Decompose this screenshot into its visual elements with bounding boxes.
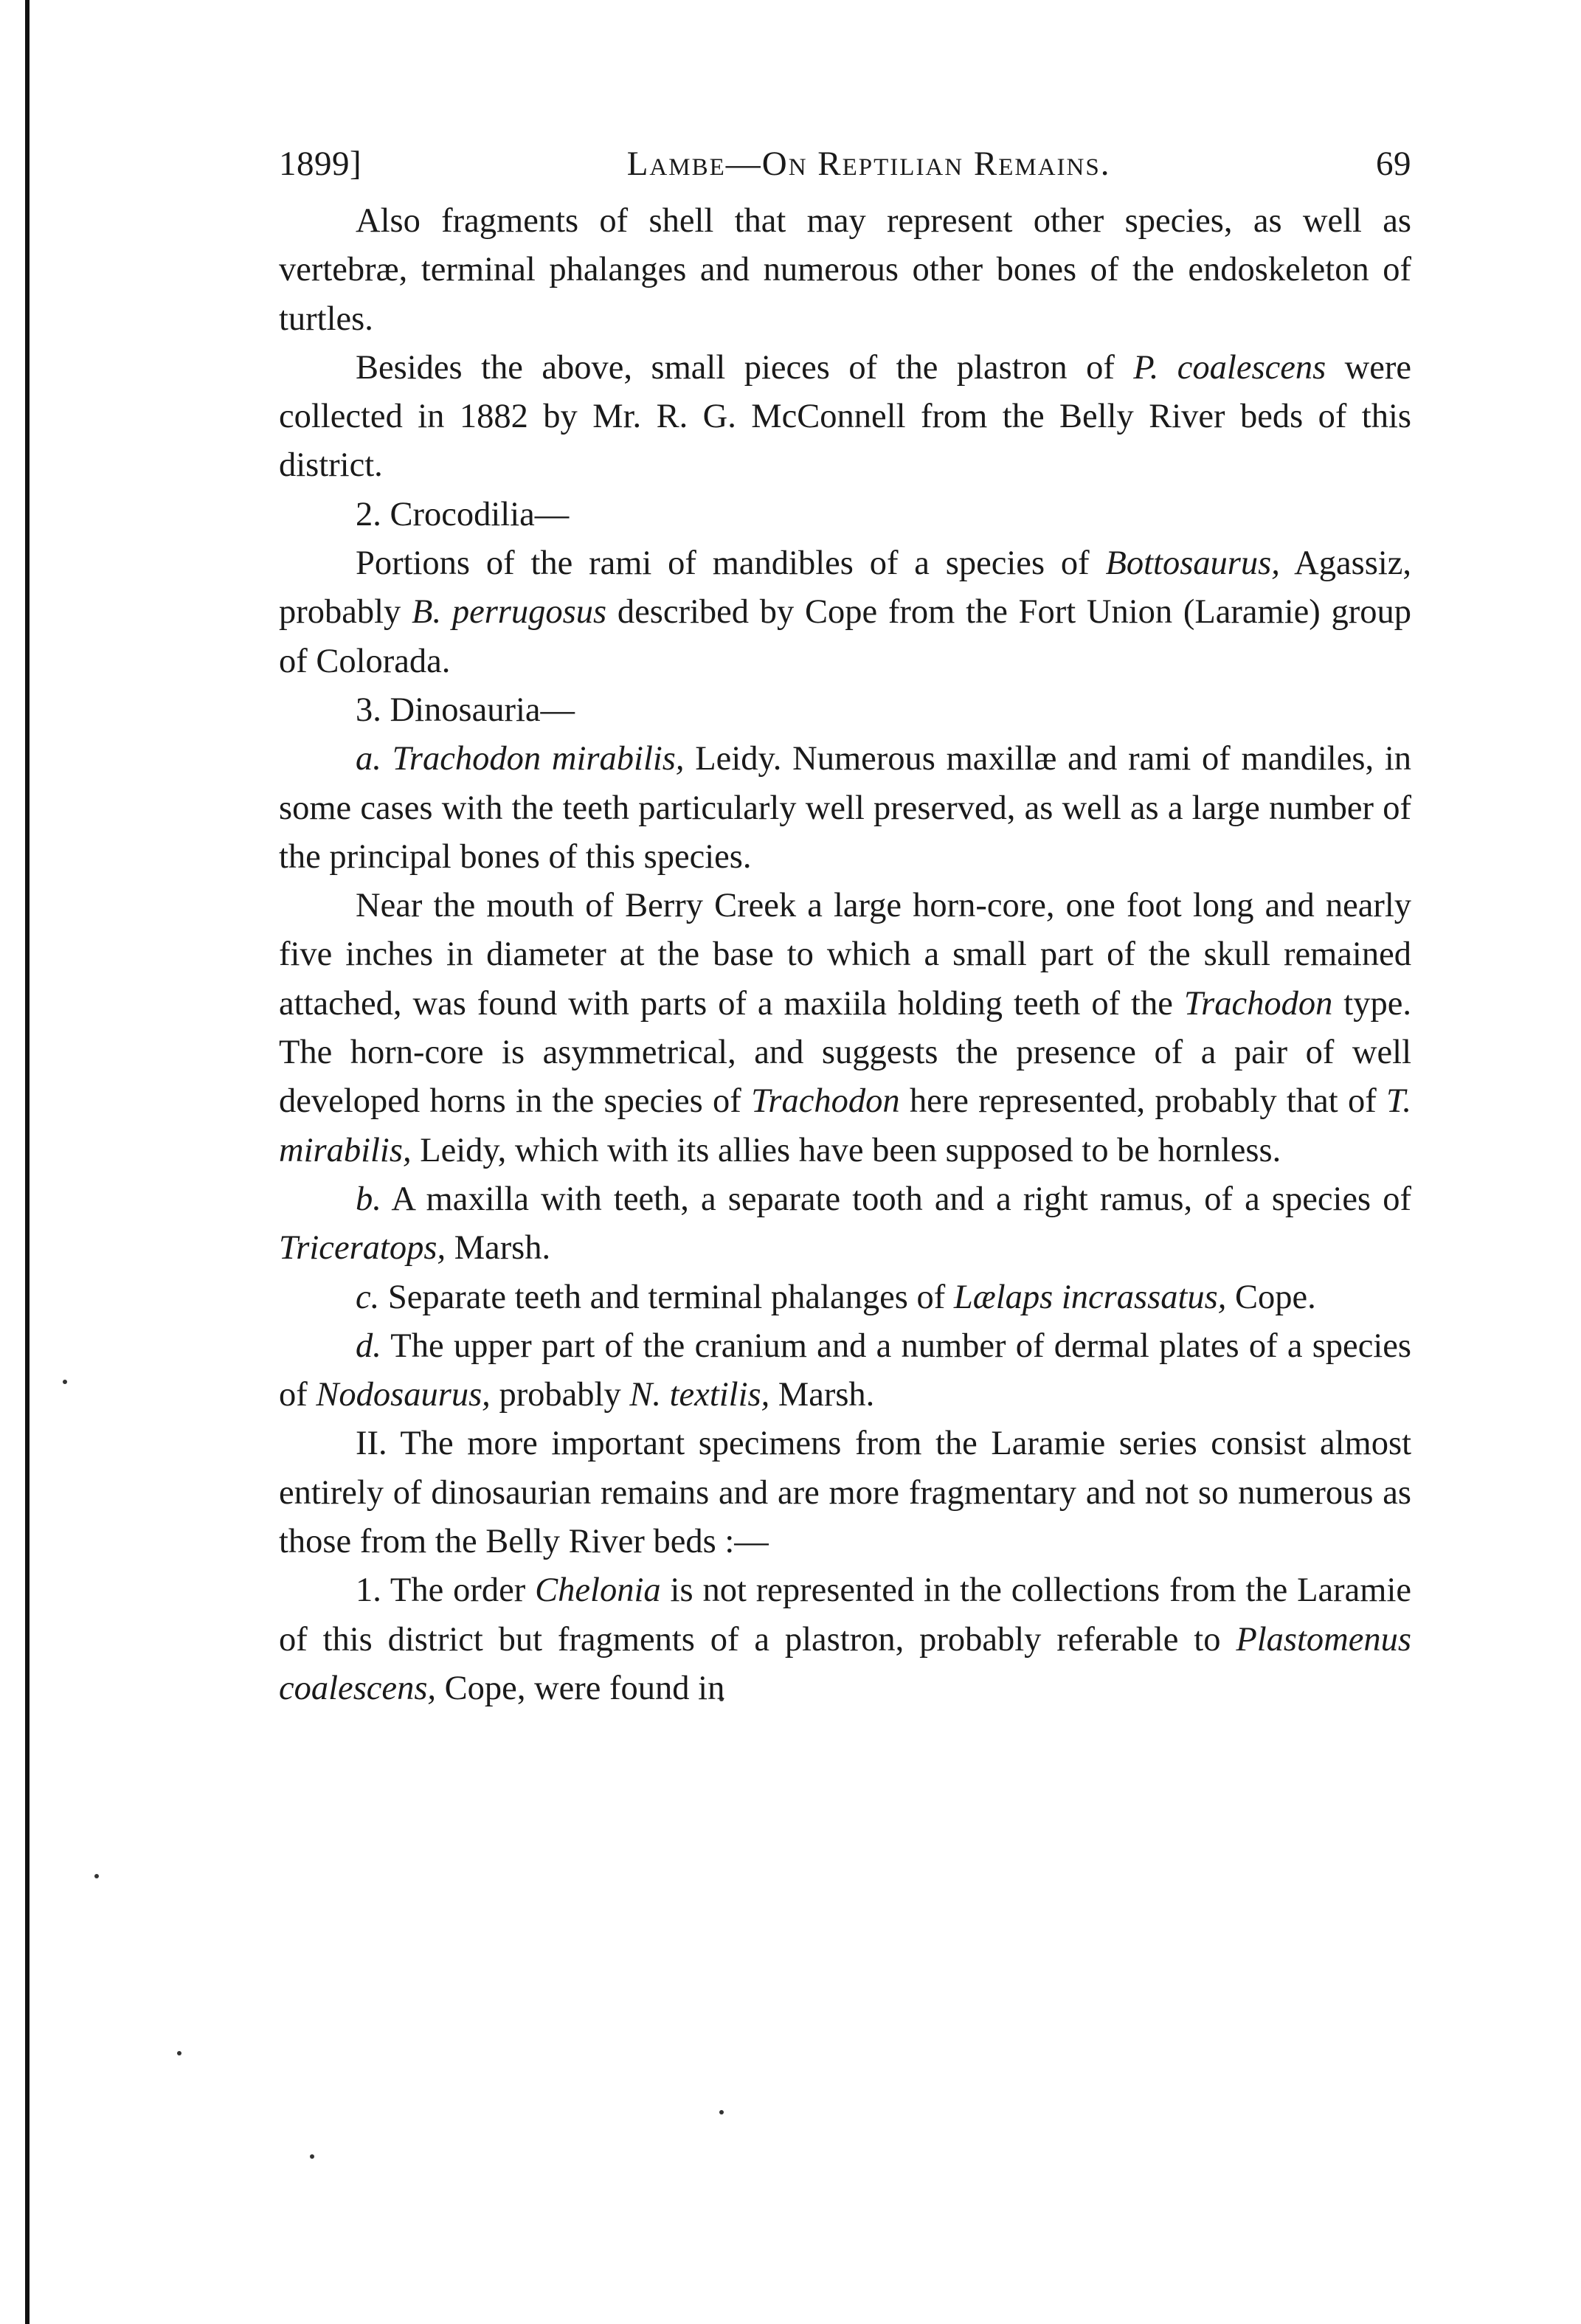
text-run: Marsh. [769, 1376, 875, 1414]
text-run: probably [490, 1376, 630, 1414]
paragraph [279, 344, 1411, 491]
paragraph [279, 197, 1411, 344]
document-page [279, 144, 1411, 1713]
text-run: Leidy. Numerous maxillæ and rami of mandiles, in some cases with the teeth particularly well preserved, as well as a large number of the principal bones of this species. [279, 740, 1411, 876]
scan-speck [177, 2051, 181, 2055]
italic-text: Plastomenus coalescens, [279, 1620, 1411, 1707]
paragraph [279, 1175, 1411, 1273]
document-body [279, 197, 1411, 1713]
scan-speck [310, 2154, 314, 2159]
text-run: Near the mouth of Berry Creek a large horn-core, one foot long and nearly five inches in diameter at the base to which a small part of the skull remained attached, was found with parts of a maxiila holding teeth of the [279, 887, 1411, 1023]
paragraph [279, 735, 1411, 882]
text-run: 1. The order [356, 1571, 536, 1610]
text-run: Portions of the rami of mandibles of a species of [356, 544, 1106, 583]
italic-text: Triceratops, [279, 1229, 446, 1268]
text-run: Separate teeth and terminal phalanges of [379, 1278, 954, 1316]
italic-text: B. perrugosus [412, 593, 607, 632]
italic-text: b. [356, 1180, 381, 1218]
page-edge-line [25, 0, 30, 2324]
paragraph [279, 686, 1411, 735]
text-run: A maxilla with teeth, a separate tooth and a right ramus, of a species of [381, 1180, 1411, 1218]
paragraph [279, 1419, 1411, 1566]
paragraph [279, 1322, 1411, 1420]
paragraph [279, 1273, 1411, 1322]
italic-text: T. mirabilis, [279, 1082, 1411, 1169]
scan-speck [63, 1380, 67, 1384]
text-run: The upper part of the cranium and a number of dermal plates of a species of [279, 1327, 1411, 1414]
text-run: Marsh. [446, 1229, 551, 1268]
text-run: II. The more important specimens from the Laramie series consist almost entirely of dinosaurian remains and are more fragmentary and not so numerous as those from the Belly River beds :— [279, 1425, 1411, 1561]
text-run: Cope, were found in [436, 1669, 725, 1707]
paragraph [279, 882, 1411, 1175]
running-header [279, 144, 1411, 184]
italic-text: Chelonia [535, 1571, 661, 1610]
italic-text: d. [356, 1327, 381, 1365]
text-run: 3. Dinosauria— [356, 691, 575, 729]
text-run: is not represented in the collections from the Laramie of this district but fragments of a plastron, probably referable to [279, 1571, 1412, 1659]
text-run: type. The horn-core is asymmetrical, and suggests the presence of a pair of well developed horns in the species of [279, 984, 1411, 1121]
text-run: described by Cope from the Fort Union (Laramie) group of Colorada. [279, 593, 1411, 680]
italic-text: c. [356, 1278, 380, 1316]
italic-text: N. textilis, [629, 1376, 770, 1414]
text-run: Cope. [1226, 1278, 1316, 1316]
text-run: Besides the above, small pieces of the plastron of [356, 348, 1134, 387]
italic-text: Nodosaurus, [316, 1376, 491, 1414]
text-run: 2. Crocodilia— [356, 495, 570, 533]
italic-text: Bottosaurus, [1105, 544, 1280, 583]
italic-text: a. Trachodon mirabilis, [356, 740, 685, 778]
header-year: 1899] [279, 145, 362, 183]
text-run: were collected in 1882 by Mr. R. G. McConnell from the Belly River beds of this district. [279, 348, 1412, 485]
text-run: Agassiz, probably [279, 544, 1411, 632]
paragraph [279, 491, 1411, 539]
running-title: Lambe—On Reptilian Remains. [626, 145, 1111, 183]
text-run: Also fragments of shell that may represent other species, as well as vertebræ, terminal phalanges and numerous other bones of the endoskeleton of turtles. [279, 202, 1411, 338]
paragraph [279, 1566, 1411, 1713]
italic-text: Trachodon [1183, 984, 1333, 1023]
page-number: 69 [1376, 145, 1411, 183]
italic-text: Lælaps incrassatus, [953, 1278, 1227, 1316]
text-run: Leidy, which with its allies have been supposed to be hornless. [411, 1131, 1281, 1169]
italic-text: Trachodon [751, 1082, 900, 1121]
paragraph [279, 539, 1411, 686]
scan-speck [719, 2110, 724, 2114]
italic-text: P. coalescens [1133, 348, 1326, 387]
scan-speck [94, 1874, 99, 1878]
text-run: here represented, probably that of [899, 1082, 1386, 1121]
